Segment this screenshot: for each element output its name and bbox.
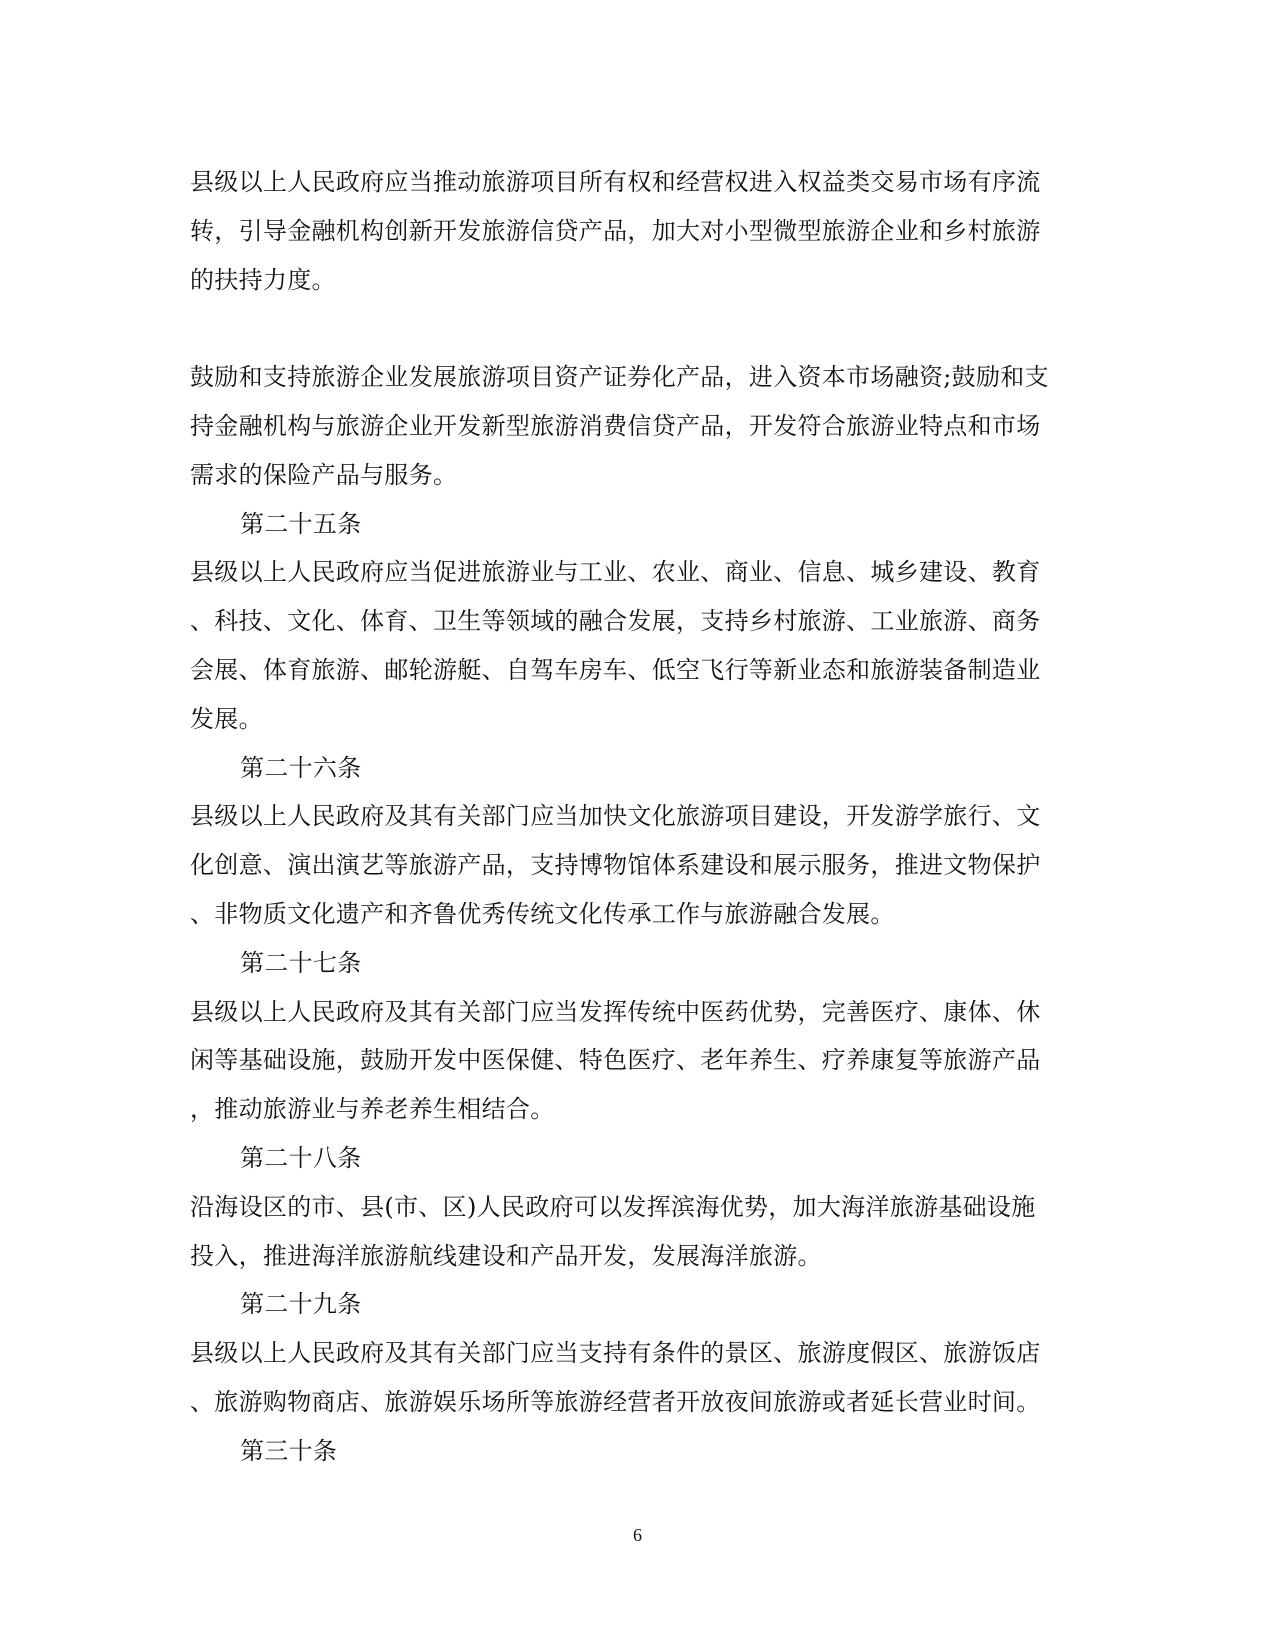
article-heading: 第三十条 [240,1436,338,1465]
paragraph-line: 县级以上人民政府应当推动旅游项目所有权和经营权进入权益类交易市场有序流 [190,168,1041,196]
paragraph-line: 投入，推进海洋旅游航线建设和产品开发，发展海洋旅游。 [190,1241,822,1270]
paragraph [190,158,1070,304]
paragraph-line: 、科技、文化、体育、卫生等领域的融合发展，支持乡村旅游、工业旅游、商务 [190,607,1041,636]
paragraph [190,548,1070,743]
paragraph [190,988,1070,1134]
paragraph-line: 闲等基础设施，鼓励开发中医保健、特色医疗、老年养生、疗养康复等旅游产品 [190,1046,1041,1075]
paragraph-line: 转，引导金融机构创新开发旅游信贷产品，加大对小型微型旅游企业和乡村旅游 [190,216,1041,245]
paragraph-line: ，推动旅游业与养老养生相结合。 [190,1095,555,1124]
paragraph-line: 县级以上人民政府应当促进旅游业与工业、农业、商业、信息、城乡建设、教育 [190,558,1041,587]
paragraph [190,353,1070,499]
paragraph-line: 持金融机构与旅游企业开发新型旅游消费信贷产品，开发符合旅游业特点和市场 [190,411,1041,440]
article-heading: 第二十七条 [240,948,362,977]
page-number: 6 [633,1525,642,1545]
paragraph-line: 、非物质文化遗产和齐鲁优秀传统文化传承工作与旅游融合发展。 [190,899,895,928]
paragraph-line: 鼓励和支持旅游企业发展旅游项目资产证券化产品，进入资本市场融资;鼓励和支 [190,363,1049,392]
article-heading: 第二十五条 [240,509,362,538]
article-heading: 第二十八条 [240,1143,362,1172]
paragraph-line: 县级以上人民政府及其有关部门应当支持有条件的景区、旅游度假区、旅游饭店 [190,1339,1041,1368]
paragraph-line: 沿海设区的市、县(市、区)人民政府可以发挥滨海优势，加大海洋旅游基础设施 [190,1192,1036,1221]
paragraph-line: 化创意、演出演艺等旅游产品，支持博物馆体系建设和展示服务，推进文物保护 [190,851,1041,880]
paragraph-line: 、旅游购物商店、旅游娱乐场所等旅游经营者开放夜间旅游或者延长营业时间。 [190,1387,1041,1416]
article-heading: 第二十六条 [240,753,362,782]
paragraph-spacer [190,304,1070,353]
document-body [190,158,1070,1476]
paragraph [190,1183,1070,1281]
article-heading: 第二十九条 [240,1290,362,1319]
paragraph-line: 发展。 [190,704,263,733]
paragraph-line: 县级以上人民政府及其有关部门应当发挥传统中医药优势，完善医疗、康体、休 [190,997,1041,1026]
paragraph-line: 的扶持力度。 [190,265,336,294]
paragraph-line: 县级以上人民政府及其有关部门应当加快文化旅游项目建设，开发游学旅行、文 [190,802,1041,831]
paragraph [190,1329,1070,1427]
paragraph-line: 需求的保险产品与服务。 [190,460,458,489]
paragraph-line: 会展、体育旅游、邮轮游艇、自驾车房车、低空飞行等新业态和旅游装备制造业 [190,655,1041,684]
paragraph [190,792,1070,938]
